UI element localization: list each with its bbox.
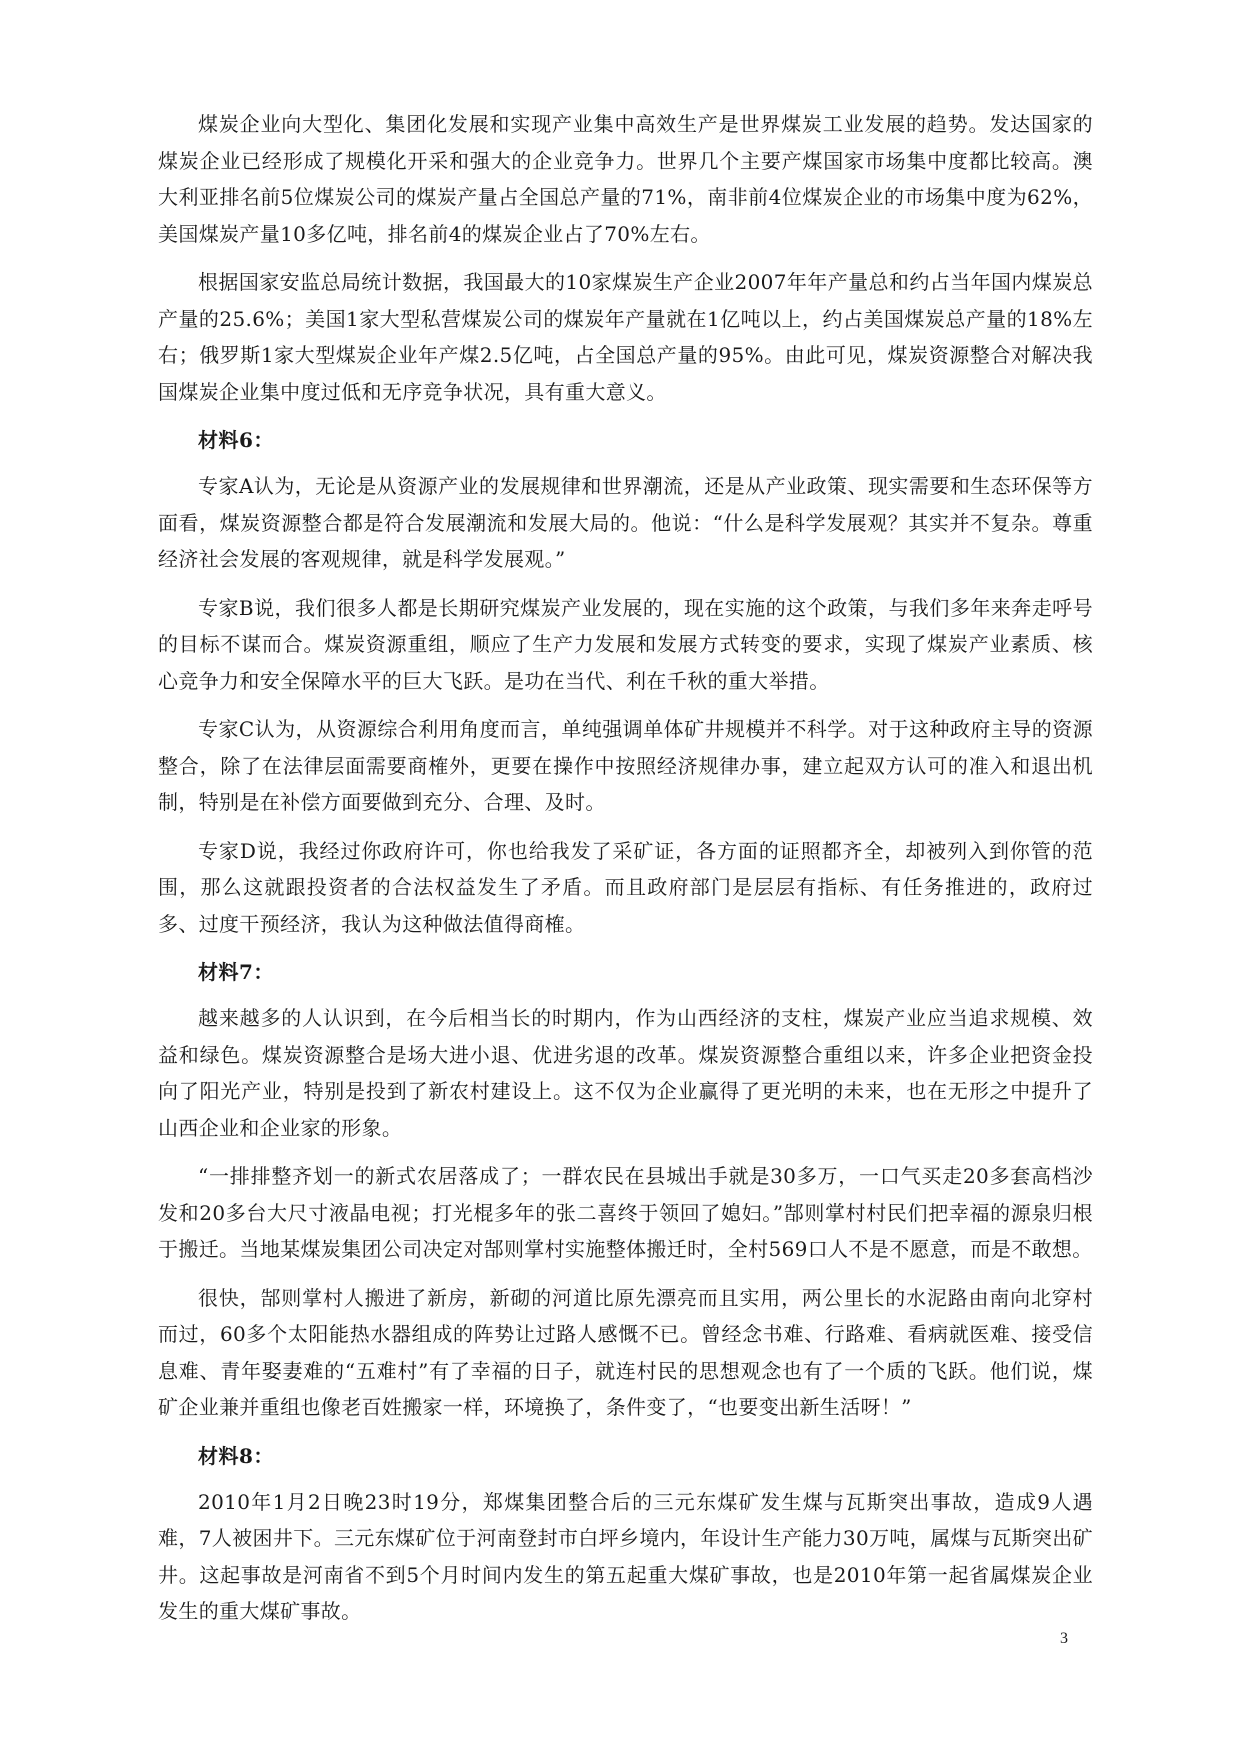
heading-material-7: 材料7： xyxy=(198,960,274,984)
paragraph-expert-b: 专家B说，我们很多人都是长期研究煤炭产业发展的，现在实施的这个政策，与我们多年来奔走呼号的目标不谋而合。煤炭资源重组，顺应了生产力发展和发展方式转变的要求，实现了煤炭产业素质、核心竞争力和安全保障水平的巨大飞跃。是功在当代、利在千秋的重大举措。 xyxy=(158,595,1093,693)
paragraph-village-relocation: “一排排整齐划一的新式农居落成了；一群农民在县城出手就是30多万，一口气买走20多套高档沙发和20多台大尺寸液晶电视；打光棍多年的张二喜终于领回了媳妇。”郜则掌村村民们把幸福的源泉归根于搬迁。当地某煤炭集团公司决定对郜则掌村实施整体搬迁时，全村569口人不是不愿意，而是不敢想。 xyxy=(158,1164,1093,1261)
paragraph-expert-c: 专家C认为，从资源综合利用角度而言，单纯强调单体矿井规模并不科学。对于这种政府主导的资源整合，除了在法律层面需要商榷外，更要在操作中按照经济规律办事，建立起双方认可的准入和退出机制，特别是在补偿方面要做到充分、合理、及时。 xyxy=(158,717,1093,814)
paragraph-expert-a: 专家A认为，无论是从资源产业的发展规律和世界潮流，还是从产业政策、现实需要和生态环保等方面看，煤炭资源整合都是符合发展潮流和发展大局的。他说：“什么是科学发展观？其实并不复杂。尊重经济社会发展的客观规律，就是科学发展观。” xyxy=(158,474,1093,571)
paragraph-statistics: 根据国家安监总局统计数据，我国最大的10家煤炭生产企业2007年年产量总和约占当年国内煤炭总产量的25.6%；美国1家大型私营煤炭公司的煤炭年产量就在1亿吨以上，约占美国煤炭总产量的18%左右；俄罗斯1家大型煤炭企业年产煤2.5亿吨，占全国总产量的95%。由此可见，煤炭资源整合对解决我国煤炭企业集中度过低和无序竞争状况，具有重大意义。 xyxy=(158,270,1093,404)
paragraph-coal-industry-trend: 煤炭企业向大型化、集团化发展和实现产业集中高效生产是世界煤炭工业发展的趋势。发达国家的煤炭企业已经形成了规模化开采和强大的企业竞争力。世界几个主要产煤国家市场集中度都比较高。澳大利亚排名前5位煤炭公司的煤炭产量占全国总产量的71%，南非前4位煤炭企业的市场集中度为62%，美国煤炭产量10多亿吨，排名前4的煤炭企业占了70%左右。 xyxy=(158,112,1093,246)
paragraph-expert-d: 专家D说，我经过你政府许可，你也给我发了采矿证，各方面的证照都齐全，却被列入到你管的范围，那么这就跟投资者的合法权益发生了矛盾。而且政府部门是层层有指标、有任务推进的，政府过多、过度干预经济，我认为这种做法值得商榷。 xyxy=(158,838,1093,936)
paragraph-shanxi-economy: 越来越多的人认识到，在今后相当长的时期内，作为山西经济的支柱，煤炭产业应当追求规模、效益和绿色。煤炭资源整合是场大进小退、优进劣退的改革。煤炭资源整合重组以来，许多企业把资金投向了阳光产业，特别是投到了新农村建设上。这不仅为企业赢得了更光明的未来，也在无形之中提升了山西企业和企业家的形象。 xyxy=(158,1006,1093,1140)
heading-material-8: 材料8： xyxy=(198,1443,274,1468)
heading-material-6: 材料6： xyxy=(198,428,274,452)
document-body xyxy=(158,106,1093,1642)
paragraph-new-life: 很快，郜则掌村人搬进了新房，新砌的河道比原先漂亮而且实用，两公里长的水泥路由南向北穿村而过，60多个太阳能热水器组成的阵势让过路人感慨不已。曾经念书难、行路难、看病就医难、接受信息难、青年娶妻难的“五难村”有了幸福的日子，就连村民的思想观念也有了一个质的飞跃。他们说，煤矿企业兼并重组也像老百姓搬家一样，环境换了，条件变了，“也要变出新生活呀！” xyxy=(158,1285,1093,1419)
paragraph-mine-accident: 2010年1月2日晚23时19分，郑煤集团整合后的三元东煤矿发生煤与瓦斯突出事故，造成9人遇难，7人被困井下。三元东煤矿位于河南登封市白坪乡境内，年设计生产能力30万吨，属煤与瓦斯突出矿井。这起事故是河南省不到5个月时间内发生的第五起重大煤矿事故，也是2010年第一起省属煤炭企业发生的重大煤矿事故。 xyxy=(158,1489,1093,1623)
page-number: 3 xyxy=(1060,1630,1068,1647)
